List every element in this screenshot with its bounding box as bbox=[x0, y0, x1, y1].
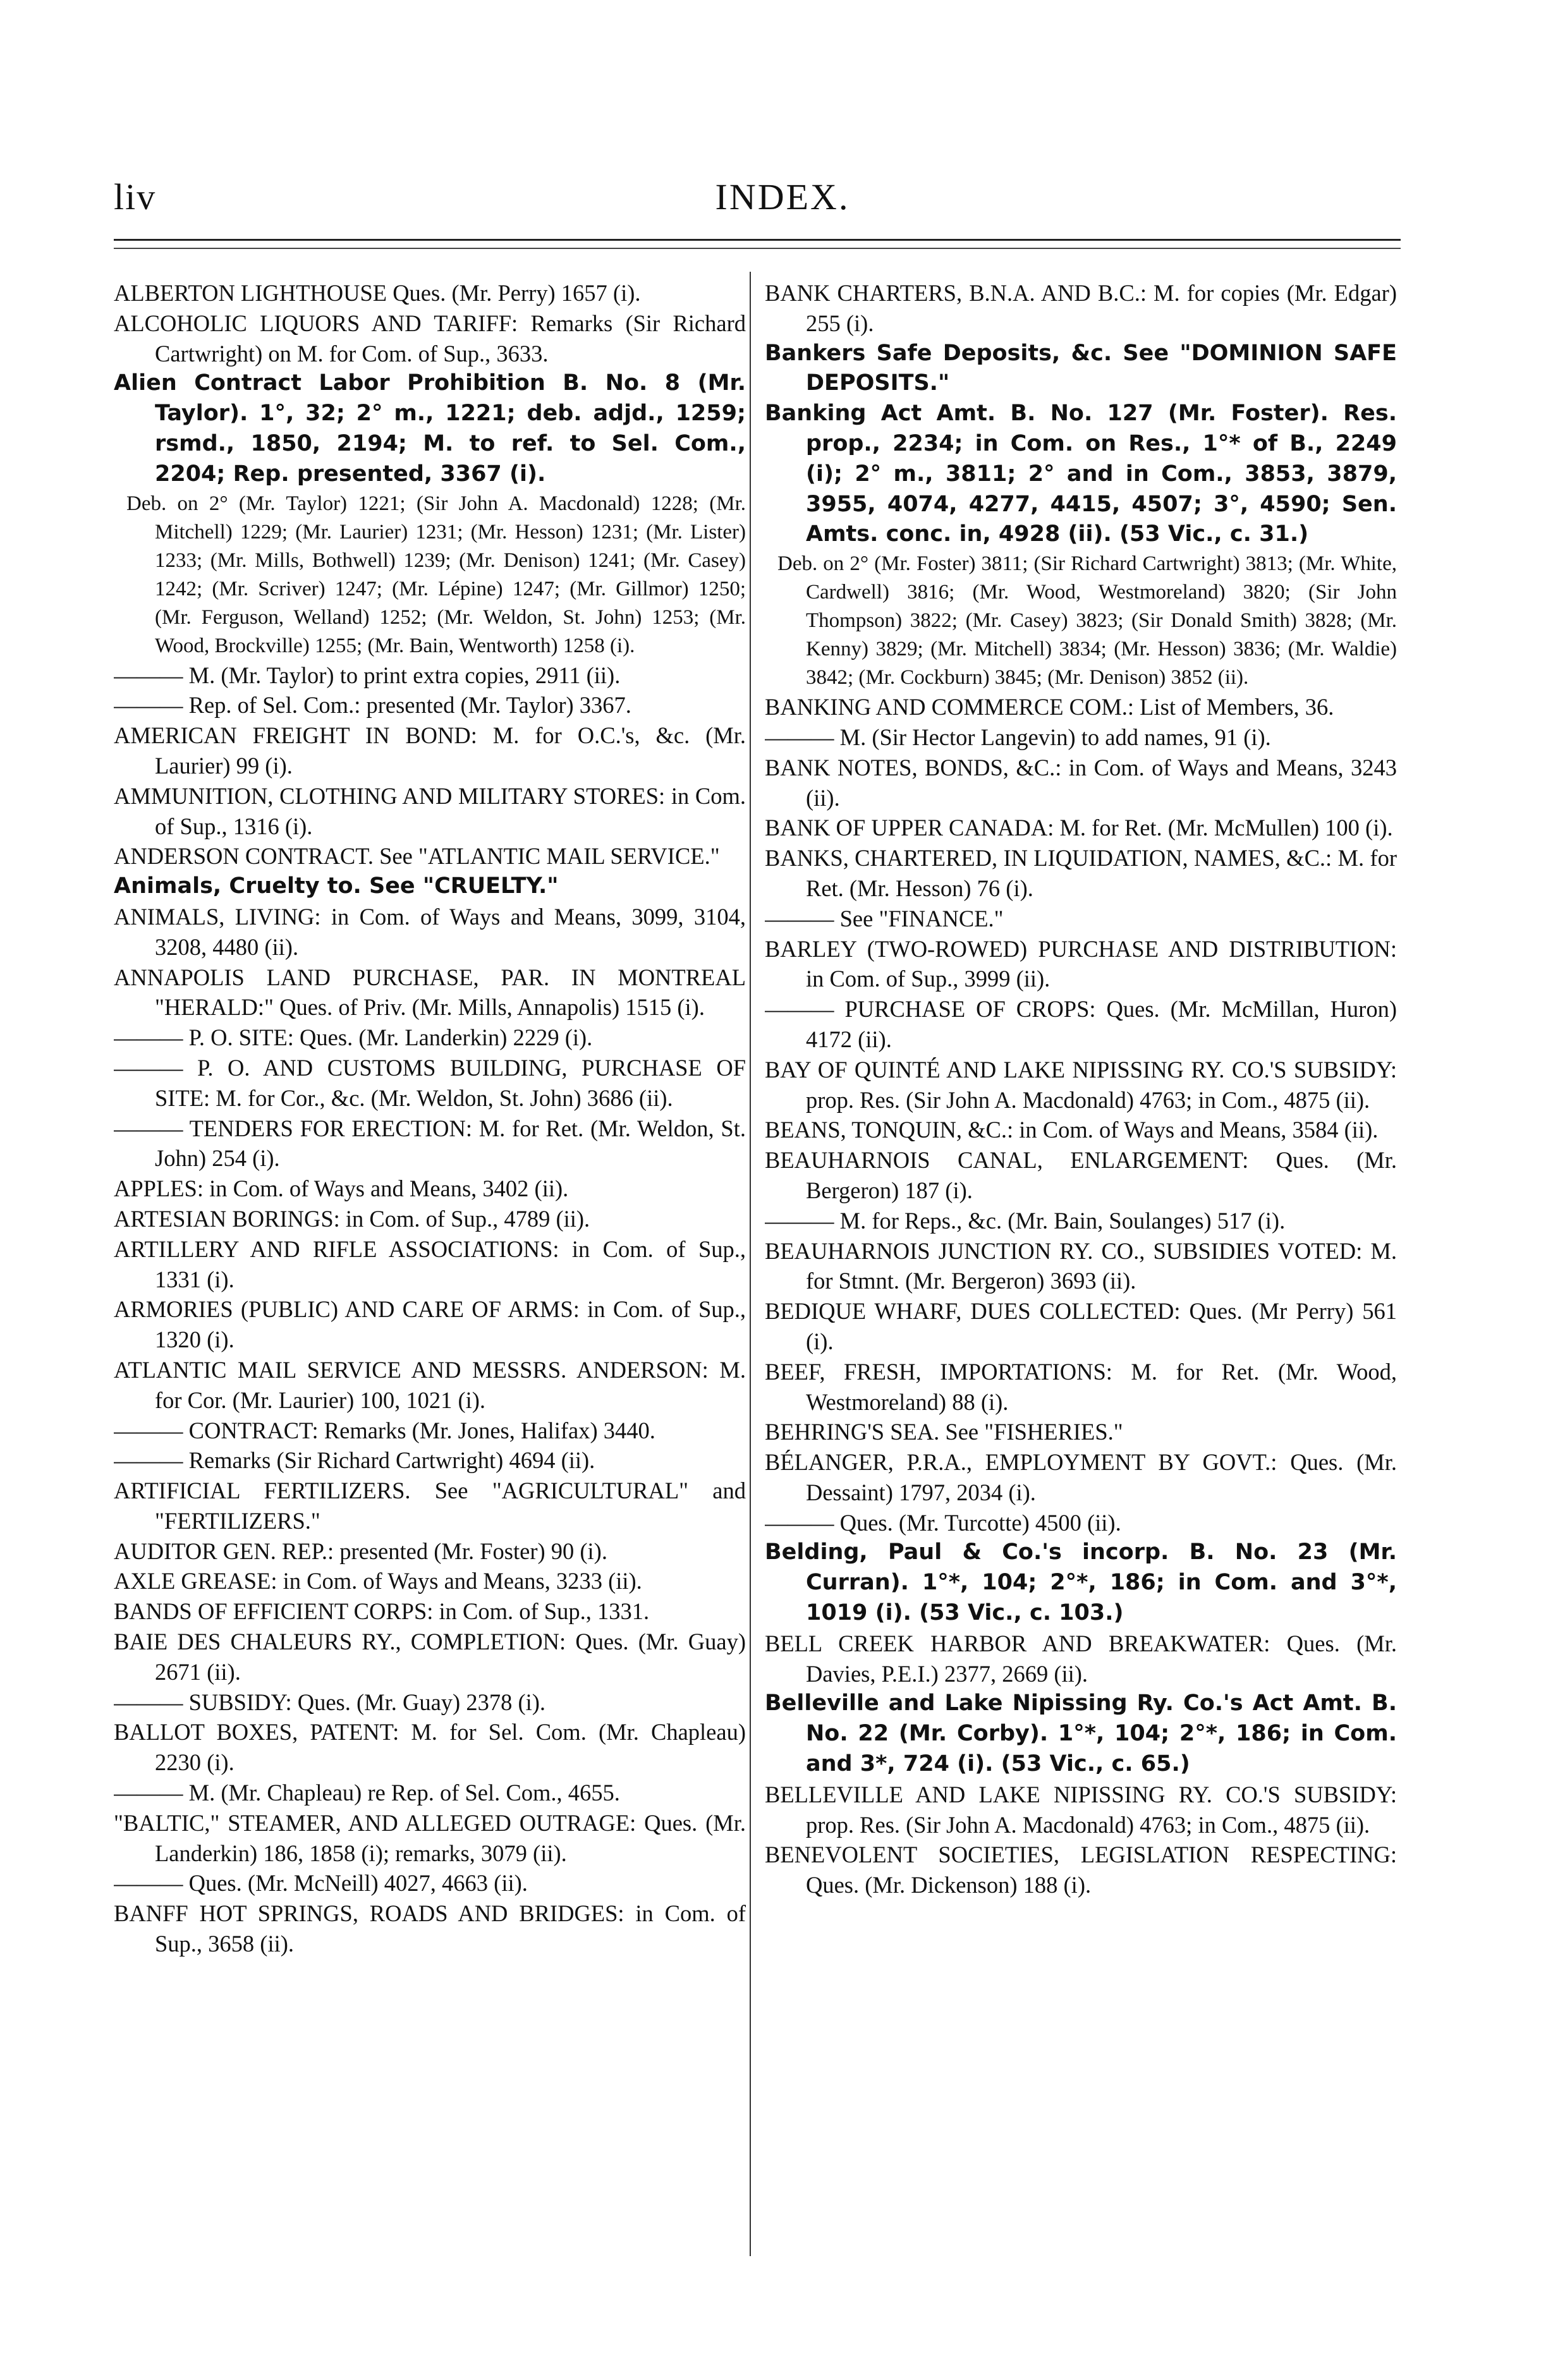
index-entry: BEAUHARNOIS CANAL, ENLARGEMENT: Ques. (Mr. Bergeron) 187 (i). bbox=[765, 1147, 1397, 1203]
index-entry: ——— Ques. (Mr. Turcotte) 4500 (ii). bbox=[765, 1509, 1121, 1536]
index-entry: BANK NOTES, BONDS, &C.: in Com. of Ways and Means, 3243 (ii). bbox=[765, 754, 1397, 811]
index-entry: ——— P. O. SITE: Ques. (Mr. Landerkin) 2229 (i). bbox=[114, 1024, 593, 1051]
index-entry: BEAUHARNOIS JUNCTION RY. CO., SUBSIDIES VOTED: M. for Stmnt. (Mr. Bergeron) 3693 (ii). bbox=[765, 1237, 1397, 1294]
page-number: liv bbox=[114, 176, 157, 217]
index-entry: ARTIFICIAL FERTILIZERS. See "AGRICULTURAL" and "FERTILIZERS." bbox=[114, 1478, 746, 1534]
debate-entry: Deb. on 2° (Mr. Taylor) 1221; (Sir John A. Macdonald) 1228; (Mr. Mitchell) 1229; (Mr. Laurier) 1231; (Mr. Hesson) 1231; (Mr. Lister) 1233; (Mr. Mills, Bothwell) 1239; (Mr. Denison) 1241; (Mr. Casey) 1242; (Mr. Scriver) 1247; (Mr. Lépine) 1247; (Mr. Gillmor) 1250; (Mr. Ferguson, Welland) 1252; (Mr. Weldon, St. John) 1253; (Mr. Wood, Brockville) 1255; (Mr. Bain, Wentworth) 1258 (i). bbox=[126, 492, 746, 657]
index-entry: ARMORIES (PUBLIC) AND CARE OF ARMS: in Com. of Sup., 1320 (i). bbox=[114, 1296, 746, 1353]
index-entry: ——— M. (Sir Hector Langevin) to add names, 91 (i). bbox=[765, 724, 1271, 750]
index-entry: BANKS, CHARTERED, IN LIQUIDATION, NAMES, &C.: M. for Ret. (Mr. Hesson) 76 (i). bbox=[765, 845, 1397, 901]
page-title: INDEX. bbox=[715, 176, 850, 217]
index-entry: BAIE DES CHALEURS RY., COMPLETION: Ques. (Mr. Guay) 2671 (ii). bbox=[114, 1629, 746, 1685]
index-column-left bbox=[114, 278, 746, 2307]
index-entry: ANIMALS, LIVING: in Com. of Ways and Means, 3099, 3104, 3208, 4480 (ii). bbox=[114, 903, 746, 960]
index-entry: BANFF HOT SPRINGS, ROADS AND BRIDGES: in Com. of Sup., 3658 (ii). bbox=[114, 1900, 746, 1957]
index-entry: ——— PURCHASE OF CROPS: Ques. (Mr. McMillan, Huron) 4172 (ii). bbox=[765, 996, 1397, 1052]
index-entry: Alien Contract Labor Prohibition B. No. 8 (Mr. Taylor). 1°, 32; 2° m., 1221; deb. adjd., 1259; rsmd., 1850, 2194; M. to ref. to Sel. Com., 2204; Rep. presented, 3367 (i). bbox=[114, 370, 746, 487]
index-entry: BANK CHARTERS, B.N.A. AND B.C.: M. for copies (Mr. Edgar) 255 (i). bbox=[765, 280, 1397, 336]
index-entry: ARTESIAN BORINGS: in Com. of Sup., 4789 (ii). bbox=[114, 1205, 590, 1232]
index-entry: ——— SUBSIDY: Ques. (Mr. Guay) 2378 (i). bbox=[114, 1689, 546, 1715]
index-entry: Banking Act Amt. B. No. 127 (Mr. Foster). Res. prop., 2234; in Com. on Res., 1°* of B., 2249 (i); 2° m., 3811; 2° and in Com., 3853, 3879, 3955, 4074, 4277, 4415, 4507; 3°, 4590; Sen. Amts. conc. in, 4928 (ii). (53 Vic., c. 31.) bbox=[765, 401, 1397, 547]
index-entry: BANK OF UPPER CANADA: M. for Ret. (Mr. McMullen) 100 (i). bbox=[765, 815, 1393, 841]
index-entry: BANDS OF EFFICIENT CORPS: in Com. of Sup., 1331. bbox=[114, 1598, 650, 1625]
header-rule bbox=[114, 239, 1401, 241]
index-entry: ——— P. O. AND CUSTOMS BUILDING, PURCHASE OF SITE: M. for Cor., &c. (Mr. Weldon, St. John) 3686 (ii). bbox=[114, 1054, 746, 1111]
index-entry: Belding, Paul & Co.'s incorp. B. No. 23 (Mr. Curran). 1°*, 104; 2°*, 186; in Com. and 3°*, 1019 (i). (53 Vic., c. 103.) bbox=[765, 1539, 1397, 1626]
index-entry: APPLES: in Com. of Ways and Means, 3402 (ii). bbox=[114, 1175, 569, 1202]
index-entry: BÉLANGER, P.R.A., EMPLOYMENT BY GOVT.: Ques. (Mr. Dessaint) 1797, 2034 (i). bbox=[765, 1449, 1397, 1505]
index-entry: BANKING AND COMMERCE COM.: List of Members, 36. bbox=[765, 694, 1334, 720]
index-entry: ALBERTON LIGHTHOUSE Ques. (Mr. Perry) 1657 (i). bbox=[114, 280, 641, 306]
index-entry: Bankers Safe Deposits, &c. See "DOMINION SAFE DEPOSITS." bbox=[765, 340, 1397, 396]
index-column-right bbox=[765, 278, 1397, 2307]
index-entry: BEEF, FRESH, IMPORTATIONS: M. for Ret. (Mr. Wood, Westmoreland) 88 (i). bbox=[765, 1358, 1397, 1415]
index-entry: BARLEY (TWO-ROWED) PURCHASE AND DISTRIBUTION: in Com. of Sup., 3999 (ii). bbox=[765, 935, 1397, 992]
index-entry: BEDIQUE WHARF, DUES COLLECTED: Ques. (Mr Perry) 561 (i). bbox=[765, 1298, 1397, 1354]
index-entry: ALCOHOLIC LIQUORS AND TARIFF: Remarks (Sir Richard Cartwright) on M. for Com. of Sup., 3633. bbox=[114, 310, 746, 367]
index-entry: AMMUNITION, CLOTHING AND MILITARY STORES: in Com. of Sup., 1316 (i). bbox=[114, 782, 746, 839]
index-entry: ANNAPOLIS LAND PURCHASE, PAR. IN MONTREAL "HERALD:" Ques. of Priv. (Mr. Mills, Annapolis) 1515 (i). bbox=[114, 964, 746, 1021]
index-entry: ——— Rep. of Sel. Com.: presented (Mr. Taylor) 3367. bbox=[114, 692, 631, 719]
index-entry: ATLANTIC MAIL SERVICE AND MESSRS. ANDERSON: M. for Cor. (Mr. Laurier) 100, 1021 (i). bbox=[114, 1356, 746, 1413]
index-entry: ——— CONTRACT: Remarks (Mr. Jones, Halifax) 3440. bbox=[114, 1417, 655, 1443]
index-entry: Belleville and Lake Nipissing Ry. Co.'s Act Amt. B. No. 22 (Mr. Corby). 1°*, 104; 2°*, 186; in Com. and 3*, 724 (i). (53 Vic., c. 65.) bbox=[765, 1691, 1397, 1777]
header-rule-thin bbox=[114, 248, 1401, 249]
index-entry: ——— See "FINANCE." bbox=[765, 905, 1004, 932]
index-entry: ANDERSON CONTRACT. See "ATLANTIC MAIL SERVICE." bbox=[114, 843, 720, 870]
index-entry: Animals, Cruelty to. See "CRUELTY." bbox=[114, 873, 559, 899]
index-entry: ——— M. (Mr. Taylor) to print extra copies, 2911 (ii). bbox=[114, 662, 621, 688]
index-entry: ——— TENDERS FOR ERECTION: M. for Ret. (Mr. Weldon, St. John) 254 (i). bbox=[114, 1115, 746, 1172]
index-entry: ——— Ques. (Mr. McNeill) 4027, 4663 (ii). bbox=[114, 1870, 528, 1897]
index-entry: ——— M. (Mr. Chapleau) re Rep. of Sel. Com., 4655. bbox=[114, 1780, 620, 1806]
index-entry: BALLOT BOXES, PATENT: M. for Sel. Com. (Mr. Chapleau) 2230 (i). bbox=[114, 1719, 746, 1776]
index-entry: BEHRING'S SEA. See "FISHERIES." bbox=[765, 1419, 1123, 1445]
index-entry: BENEVOLENT SOCIETIES, LEGISLATION RESPECTING: Ques. (Mr. Dickenson) 188 (i). bbox=[765, 1842, 1397, 1898]
index-entry: BEANS, TONQUIN, &C.: in Com. of Ways and Means, 3584 (ii). bbox=[765, 1117, 1379, 1143]
index-entry: ——— M. for Reps., &c. (Mr. Bain, Soulanges) 517 (i). bbox=[765, 1207, 1286, 1234]
index-entry: AUDITOR GEN. REP.: presented (Mr. Foster) 90 (i). bbox=[114, 1538, 607, 1564]
index-entry: BELL CREEK HARBOR AND BREAKWATER: Ques. (Mr. Davies, P.E.I.) 2377, 2669 (ii). bbox=[765, 1630, 1397, 1687]
index-entry: BAY OF QUINTÉ AND LAKE NIPISSING RY. CO.'S SUBSIDY: prop. Res. (Sir John A. Macdonald) 4763; in Com., 4875 (ii). bbox=[765, 1056, 1397, 1113]
index-entry: BELLEVILLE AND LAKE NIPISSING RY. CO.'S SUBSIDY: prop. Res. (Sir John A. Macdonald) 4763; in Com., 4875 (ii). bbox=[765, 1781, 1397, 1838]
index-entry: AXLE GREASE: in Com. of Ways and Means, 3233 (ii). bbox=[114, 1568, 642, 1594]
column-divider bbox=[750, 272, 751, 2256]
index-entry: ARTILLERY AND RIFLE ASSOCIATIONS: in Com. of Sup., 1331 (i). bbox=[114, 1236, 746, 1292]
index-entry: "BALTIC," STEAMER, AND ALLEGED OUTRAGE: Ques. (Mr. Landerkin) 186, 1858 (i); remarks, 3079 (ii). bbox=[114, 1809, 746, 1866]
debate-entry: Deb. on 2° (Mr. Foster) 3811; (Sir Richard Cartwright) 3813; (Mr. White, Cardwell) 3816; (Mr. Wood, Westmoreland) 3820; (Sir John Thompson) 3822; (Mr. Casey) 3823; (Sir Donald Smith) 3828; (Mr. Kenny) 3829; (Mr. Mitchell) 3834; (Mr. Hesson) 3836; (Mr. Waldie) 3842; (Mr. Cockburn) 3845; (Mr. Denison) 3852 (ii). bbox=[777, 552, 1397, 689]
index-entry: AMERICAN FREIGHT IN BOND: M. for O.C.'s, &c. (Mr. Laurier) 99 (i). bbox=[114, 722, 746, 779]
index-entry: ——— Remarks (Sir Richard Cartwright) 4694 (ii). bbox=[114, 1447, 595, 1474]
